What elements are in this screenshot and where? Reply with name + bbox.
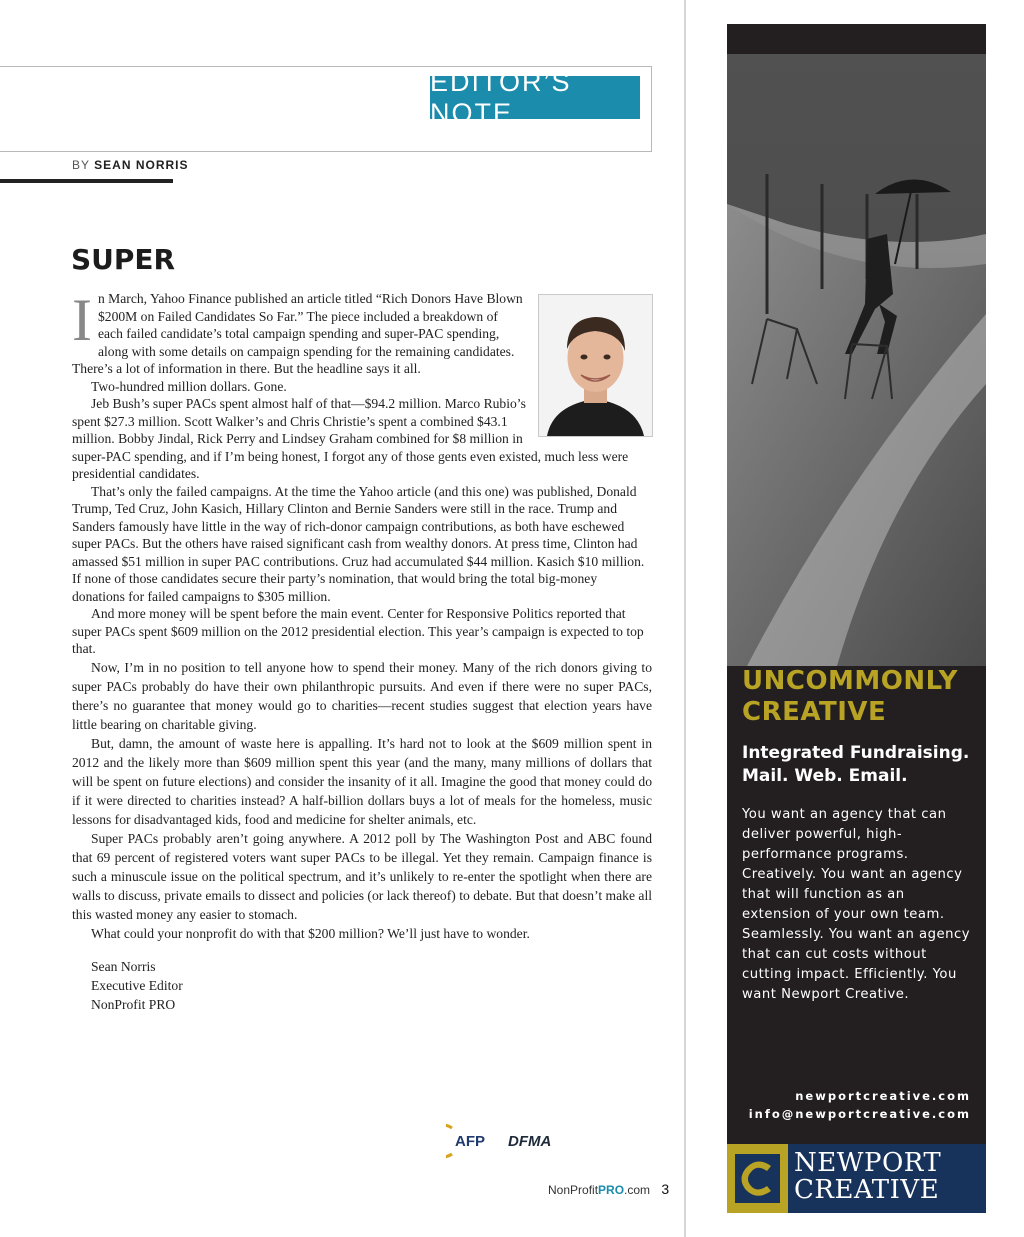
paragraph-2: Two-hundred million dollars. Gone. [91, 378, 287, 394]
page-number: 3 [661, 1181, 670, 1197]
ad-headline-line-2: CREATIVE [742, 697, 887, 727]
paragraph-1: In March, Yahoo Finance published an article titled “Rich Donors Have Blown $200M on Failed Candidates So Far.” The piece included a breakdown of each failed candidate’s total campaign spending and super-PAC spending, along with some details on campaign spending for the remaining candidates. There’s a lot of information in there. But the headline says it all. [72, 287, 523, 376]
dfma-logo: DFMA [508, 1132, 552, 1150]
footer-site-prefix: NonProfit [548, 1183, 599, 1197]
newport-creative-logo [727, 1144, 986, 1213]
paragraph-5: And more money will be spent before the main event. Center for Responsive Politics reported that super PACs spent $609 million on the 2012 presidential election. This year’s campaign is expected to top that. [72, 606, 644, 656]
logo-line-2: CREATIVE [794, 1175, 940, 1205]
article-headline: SUPER [71, 243, 176, 276]
ad-body-copy: You want an agency that can deliver powerful, high-performance programs. Creatively. You want an agency that will function as an extension of your own team. Seamlessly. You want an agency that can cut costs without cutting impact. Efficiently. You want Newport Creative. [742, 807, 971, 1002]
newport-logo-text [794, 1150, 941, 1204]
byline-prefix: BY [72, 158, 90, 172]
signature-title: Executive Editor [91, 977, 183, 993]
ad-email-link[interactable]: info@newportcreative.com [748, 1107, 971, 1121]
signature-org: NonProfit PRO [91, 996, 176, 1012]
drop-cap: I [72, 287, 92, 353]
ad-website-link[interactable]: newportcreative.com [795, 1089, 971, 1103]
ad-sub-line-1: Integrated Fundraising. [742, 743, 970, 763]
author-portrait-icon [539, 295, 652, 436]
ad-headline [742, 666, 958, 728]
footer-site-pro: PRO [598, 1183, 625, 1197]
article-body [72, 287, 652, 1014]
byline [72, 158, 188, 172]
afp-logo-text: AFP [455, 1133, 485, 1150]
newport-logo-mark-icon [727, 1144, 788, 1213]
afp-logo-icon [446, 1124, 502, 1158]
paragraph-3: Jeb Bush’s super PACs spent almost half of that—$94.2 million. Marco Rubio’s spent $27.3 million. Scott Walker’s and Chris Christie’s spent a combined $43.1 million. Bobby Jindal, Rick Perry and Lindsey Graham combined for $8 million in super-PAC spending, and if I’m being honest, I forgot any of those gents even existed, much less were presidential candidates. [72, 396, 629, 481]
ad-subheadline [742, 742, 969, 788]
ad-headline-line-1: UNCOMMONLY [742, 666, 959, 696]
logo-line-1: NEWPORT [794, 1148, 942, 1178]
justified-section [72, 658, 652, 943]
section-tag: EDITOR’S NOTE [430, 76, 640, 119]
gutter-line [684, 0, 686, 1237]
ad-sub-line-2: Mail. Web. Email. [742, 766, 908, 786]
byline-rule [0, 179, 173, 183]
ad-contact [749, 1087, 971, 1123]
author-name: SEAN NORRIS [94, 158, 189, 172]
paragraph-9: What could your nonprofit do with that $200 million? We’ll just have to wonder. [91, 925, 530, 941]
signature-name: Sean Norris [91, 958, 156, 974]
signature [72, 957, 652, 1014]
paragraph-8: Super PACs probably aren’t going anywhere. A 2012 poll by The Washington Post and ABC found that 69 percent of registered voters want super PACs to be illegal. Yet they remain. Campaign finance is such a minuscule issue on the political spectrum, and it’s unlikely to re-enter the spotlight when there are walls to discuss, private emails to dissect and policies (or lack thereof) to debate. But that doesn’t make all this wasted money any easier to stomach. [72, 830, 652, 922]
paragraph-6: Now, I’m in no position to tell anyone how to spend their money. Many of the rich donors giving to super PACs probably do have their own philanthropic pursuits. And even if there were no super PACs, there’s no guarantee that money would go to charities—recent studies suggest that election years have little bearing on charitable giving. [72, 659, 652, 732]
partner-logos [446, 1124, 551, 1158]
page-footer [548, 1181, 669, 1197]
ad-photo-rain-umbrella-icon [727, 54, 986, 666]
newport-creative-ad [727, 24, 986, 1213]
paragraph-7: But, damn, the amount of waste here is appalling. It’s hard not to look at the $609 million spent in 2012 and the likely more than $609 million spent this year (and the many, many millions of dollars that will be spent on future elections) and consider the insanity of it all. Imagine the good that money could do if it were directed to charities instead? A half-billion dollars buys a lot of meals for the homeless, music lessons for disadvantaged kids, food and medicine for shelter animals, etc. [72, 735, 652, 827]
footer-site-suffix: .com [624, 1183, 651, 1197]
author-photo [538, 294, 653, 437]
paragraph-4: That’s only the failed campaigns. At the time the Yahoo article (and this one) was published, Donald Trump, Ted Cruz, John Kasich, Hillary Clinton and Bernie Sanders were still in the race. Trump and Sanders famously have little in the way of rich-donor campaign contributions, as both have eschewed super PACs. But the others have raised significant cash from wealthy donors. At press time, Clinton had amassed $51 million in super PAC contributions. Cruz had accumulated $44 million. Kasich $10 million. If none of those candidates secure their party’s nomination, that would bring the total big-money donations for failed campaigns to $305 million. [72, 483, 645, 604]
